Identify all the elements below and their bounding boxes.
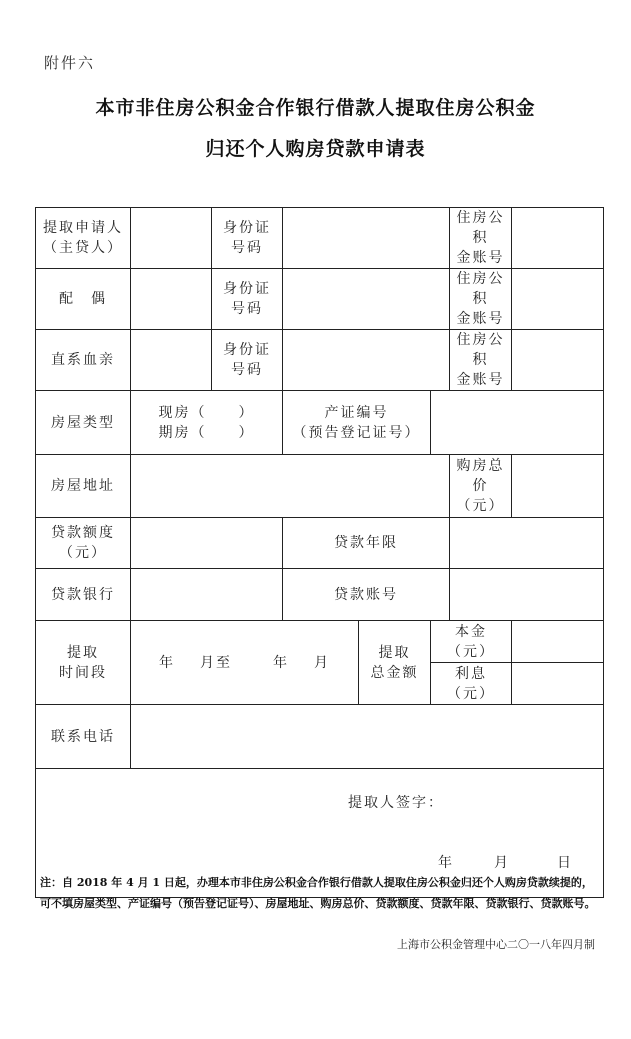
applicant-label: 提取申请人 （主贷人）	[36, 208, 131, 269]
period-end-year: 年	[273, 654, 289, 671]
spouse-id-label: 身份证 号码	[212, 269, 283, 330]
withdrawal-period-field[interactable]	[131, 621, 359, 705]
row-relative	[36, 330, 604, 391]
cert-number-field[interactable]	[431, 391, 604, 455]
applicant-name-field[interactable]	[131, 208, 212, 269]
spouse-account-field[interactable]	[512, 269, 604, 330]
loan-bank-label: 贷款银行	[36, 569, 131, 621]
signature-label: 提取人签字：	[348, 795, 444, 811]
interest-label: 利息 （元）	[431, 663, 512, 705]
spouse-id-field[interactable]	[283, 269, 450, 330]
address-label: 房屋地址	[36, 455, 131, 518]
row-loan-bank	[36, 569, 604, 621]
row-applicant	[36, 208, 604, 269]
signature-day: 日	[557, 855, 573, 871]
phone-field[interactable]	[131, 705, 604, 769]
spouse-account-label: 住房公积 金账号	[450, 269, 512, 330]
period-start-year: 年	[159, 654, 175, 671]
attachment-label: 附件六	[44, 54, 96, 72]
applicant-account-label: 住房公积 金账号	[450, 208, 512, 269]
form-title-line1: 本市非住房公积金合作银行借款人提取住房公积金	[95, 97, 536, 119]
house-type-forward-option[interactable]: 期房（ ）	[158, 424, 255, 441]
application-form-table	[35, 207, 604, 898]
phone-label: 联系电话	[36, 705, 131, 769]
loan-amount-field[interactable]	[131, 518, 283, 569]
address-field[interactable]	[131, 455, 450, 518]
loan-amount-label: 贷款额度 （元）	[36, 518, 131, 569]
interest-field[interactable]	[512, 663, 604, 705]
spouse-name-field[interactable]	[131, 269, 212, 330]
loan-account-label: 贷款账号	[283, 569, 450, 621]
row-spouse	[36, 269, 604, 330]
relative-label: 直系血亲	[36, 330, 131, 391]
house-type-existing-option[interactable]: 现房（ ）	[158, 404, 255, 421]
row-loan-amount	[36, 518, 604, 569]
form-note: 注：自 2018 年 4 月 1 日起，办理本市非住房公积金合作银行借款人提取住房公积金归还个人购房贷款续提的，可不填房屋类型、产证编号（预告登记证号）、房屋地址、购房总价、贷款额度、贷款年限、贷款银行、贷款账号。	[40, 876, 596, 910]
cert-number-label: 产证编号 （预告登记证号）	[283, 391, 431, 455]
row-withdrawal-period	[36, 621, 604, 663]
form-title-line2: 归还个人购房贷款申请表	[205, 138, 426, 160]
loan-years-label: 贷款年限	[283, 518, 450, 569]
principal-field[interactable]	[512, 621, 604, 663]
withdrawal-period-label: 提取 时间段	[36, 621, 131, 705]
signature-month: 月	[494, 855, 510, 871]
applicant-account-field[interactable]	[512, 208, 604, 269]
principal-label: 本金 （元）	[431, 621, 512, 663]
spouse-label: 配 偶	[36, 269, 131, 330]
row-address	[36, 455, 604, 518]
relative-id-field[interactable]	[283, 330, 450, 391]
row-phone	[36, 705, 604, 769]
relative-account-field[interactable]	[512, 330, 604, 391]
relative-id-label: 身份证 号码	[212, 330, 283, 391]
relative-name-field[interactable]	[131, 330, 212, 391]
house-type-label: 房屋类型	[36, 391, 131, 455]
loan-account-field[interactable]	[450, 569, 604, 621]
relative-account-label: 住房公积 金账号	[450, 330, 512, 391]
applicant-id-label: 身份证 号码	[212, 208, 283, 269]
applicant-id-field[interactable]	[283, 208, 450, 269]
signature-year: 年	[438, 855, 454, 871]
loan-bank-field[interactable]	[131, 569, 283, 621]
withdrawal-total-label: 提取 总金额	[359, 621, 431, 705]
purchase-price-field[interactable]	[512, 455, 604, 518]
issuer-footer: 上海市公积金管理中心二〇一八年四月制	[397, 938, 595, 951]
period-month-to: 月至	[200, 654, 232, 671]
period-end-month: 月	[314, 654, 330, 671]
house-type-options[interactable]	[131, 391, 283, 455]
row-house-type	[36, 391, 604, 455]
loan-years-field[interactable]	[450, 518, 604, 569]
purchase-price-label: 购房总价 （元）	[450, 455, 512, 518]
